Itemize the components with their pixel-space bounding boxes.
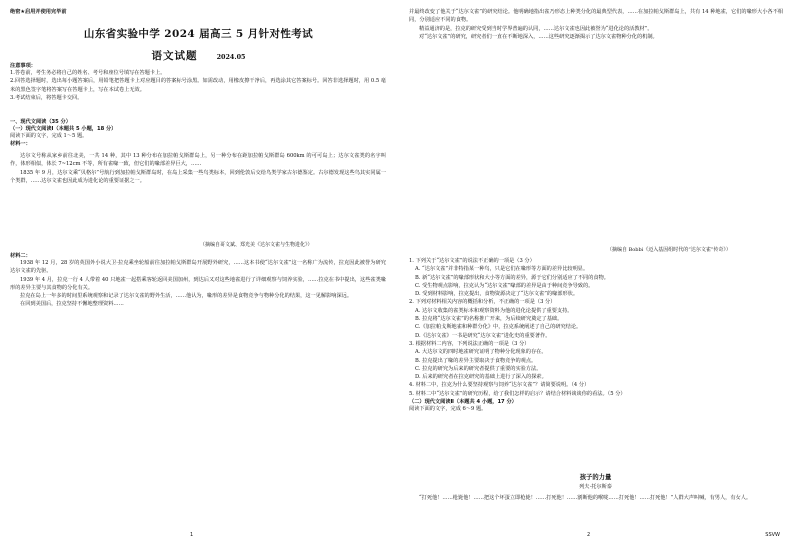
story-body: [409, 494, 783, 502]
q2-option: C.《加拉帕戈斯地雀和种群分化》中，拉克系统阐述了自己的研究结论。: [415, 324, 582, 331]
q2-option: B. 拉克将“达尔文雀”的名称推广开来，为后续研究奠定了基础。: [415, 316, 563, 323]
notes-heading: 注意事项：: [10, 63, 36, 69]
material2-source: （摘编自 Bobbi《迈入基因组时代的“达尔文雀”传奇》）: [607, 247, 731, 253]
q3-option: B. 拉克提出了喙的差异主要取决于食物竞争的观点。: [415, 357, 537, 364]
q2-option: D.《达尔文雀》一书是研究“达尔文雀”进化史的重要著作。: [415, 332, 551, 339]
material2-paragraph: 拉克在岛上一年多的时间里系统观察和记录了达尔文雀的野外生活，……他认为，喙形的差异是食物竞争与物种分化的结果，这一见解影响深远。: [20, 293, 353, 300]
q1-option: A. “达尔文雀”并非特指某一种鸟，只是它们在喙形等方面的差异比较明显。: [415, 266, 589, 273]
section1-subheading: （一）现代文阅读Ⅰ（本题共 5 小题，18 分）: [10, 126, 117, 132]
story-author: 列夫·托尔斯泰: [579, 484, 612, 490]
right-page: [397, 0, 794, 554]
material2-label: 材料二：: [10, 253, 31, 259]
question-5-stem: 5. 材料二中“达尔文雀”的研究历程，给了我们怎样的启示？请结合材料谈谈你的看法。（5 分）: [409, 390, 626, 397]
material2-paragraph: 1939 年 4 月，拉克一行 4 人带着 40 只地雀一起搭乘客轮返回美国加州，到达后又对这些地雀进行了详细观察与饲养实验，……拉克在书中提出，这些雀类喙形的差异主要与其食物的分化有关。: [10, 276, 386, 291]
story-paragraph: “打死他！……枪毙他！……把这个坏蛋立即枪毙！……打死他！……割断他的喉咙……打死他！……打死他！”人群大声叫喊，有男人，有女人。: [419, 495, 752, 501]
q3-option: D. 后来的研究者在拉克研究的基础上进行了深入的探索。: [415, 374, 547, 381]
material2-paragraph: 1938 年 12 月，28 岁的英国外小说大卫·拉克乘坐轮船前往加拉帕戈斯群岛开展野外研究，……这本书使“达尔文雀”这一名称广为流传，拉克因此被誉为研究达尔文雀的先驱。: [10, 260, 386, 275]
q1-option: C. 受生物观点影响，拉克认为“达尔文雀”喙部的差异是由于种间竞争导致的。: [415, 282, 594, 289]
material2-continued: [409, 8, 783, 41]
question-3-stem: 3. 根据材料二内容，下列说法正确的一项是（3 分）: [409, 340, 530, 347]
continued-paragraph: 对“达尔文雀”的研究，研究者们一直在不断地深入，……这些研究逐渐揭示了达尔文雀物种分化的机制。: [419, 33, 658, 40]
q2-option: A. 达尔文收集的雀类标本和观察资料为他的进化论提供了重要支持。: [415, 307, 573, 314]
continued-paragraph: 精益通济的是，拉克的研究受到当时学界普遍的认同，……达尔文雀也因此被誉为“进化论的活教材”。: [419, 25, 653, 32]
page-number-left: 1: [190, 532, 194, 538]
note-item: 1.答卷前，考生务必将自己的姓名、考号和座位号填写在答题卡上。: [10, 70, 166, 76]
subject-row: [0, 44, 397, 63]
material1-paragraph: 1835 年 9 月，达尔文乘“贝格尔”号航行到加拉帕戈斯群岛时，在岛上采集一些鸟类标本，回到伦敦后交给鸟类学家古尔德鉴定。古尔德发现这些鸟其实同属一个类群，……达尔文雀也因此成为进化论的重要证据之一。: [10, 169, 386, 184]
material1-source: （摘编自哥文斌、郑光美《达尔文雀与生物进化》）: [200, 242, 313, 248]
story-title: 孩子的力量: [579, 474, 612, 481]
q3-option: C. 拉克的研究为后来的研究者提供了重要的实验方法。: [415, 365, 542, 372]
questions-block: [409, 257, 783, 413]
material2-paragraph: 在回到美国后，拉克坚持不懈地整理资料……: [20, 301, 124, 308]
section2-heading: （二）现代文阅读Ⅱ（本题共 4 小题，17 分）: [409, 399, 517, 406]
notes-section: [10, 62, 386, 102]
material2-body: [10, 252, 386, 309]
page-number-right: 2: [587, 532, 591, 538]
exam-date: 2024.05: [216, 53, 246, 61]
section1: [10, 118, 386, 147]
section1-instruction: 阅读下面的文字，完成 1～5 题。: [10, 133, 88, 139]
question-4-stem: 4. 材料二中，拉克为什么要坚持观察与饲养“达尔文雀”？请简要说明。（4 分）: [409, 382, 590, 389]
continued-paragraph: 并最终改变了他关于“达尔文雀”的研究结论。他明确地指出雀乃形态上种类分化的最典型代表，……在加拉帕戈斯群岛上，共有 14 种地雀，它们的喙形大小各不相同，分别适应不同的食物。: [409, 9, 783, 24]
note-item: 2.回答选择题时，选出每小题答案后，用铅笔把答题卡上对应题目的答案标号涂黑。如需改动，用橡皮擦干净后，再选涂其它答案标号。回答非选择题时，用 0.5 毫米的黑色签字笔将答案写在答题卡上，写在本试卷上无效。: [10, 78, 386, 93]
material1-paragraph: 达尔文号称从家乡前往北美，一共 14 种，其中 13 种分布在加拉帕戈斯群岛上，另一种分布在距加拉帕戈斯群岛 600km 的可可岛上；达尔文雀类的名字叫作，体形相似，体长 7~12cm 不等，所有雀喙一致，但它们的喙部差异巨大，……: [10, 153, 386, 168]
q3-option: A. 大达尔文的四时地雀研究证明了物种分化现象的存在。: [415, 349, 547, 356]
question-2-stem: 2. 下列对材料相关内容的概括和分析，不正确的一项是（3 分）: [409, 299, 556, 306]
section1-heading: 一、现代文阅读（35 分）: [10, 119, 71, 125]
subject-title: 语文试题: [151, 50, 198, 62]
confidential-tag: 绝密★启用并使用完毕前: [10, 9, 67, 15]
q1-option: B. 新“达尔文雀”的喙部形状和大小等方面的差异，源于它们分别适应了不同的食物。: [415, 274, 609, 281]
corner-mark: SSVW: [765, 532, 780, 538]
question-1-stem: 1. 下列关于“达尔文雀”的说法不正确的一项是（3 分）: [409, 258, 535, 264]
material1-body: [10, 152, 386, 185]
material1-label: 材料一：: [10, 141, 31, 148]
note-item: 3.考试结束后，将答题卡交回。: [10, 94, 83, 101]
exam-title: 山东省实验中学 2024 届高三 5 月针对性考试: [83, 28, 314, 40]
section2-instruction: 阅读下面的文字，完成 6～9 题。: [409, 406, 487, 413]
q1-option: D. 受到材料影响，拉克提出，食物资源决定了“达尔文雀”的喙部形状。: [415, 291, 579, 298]
